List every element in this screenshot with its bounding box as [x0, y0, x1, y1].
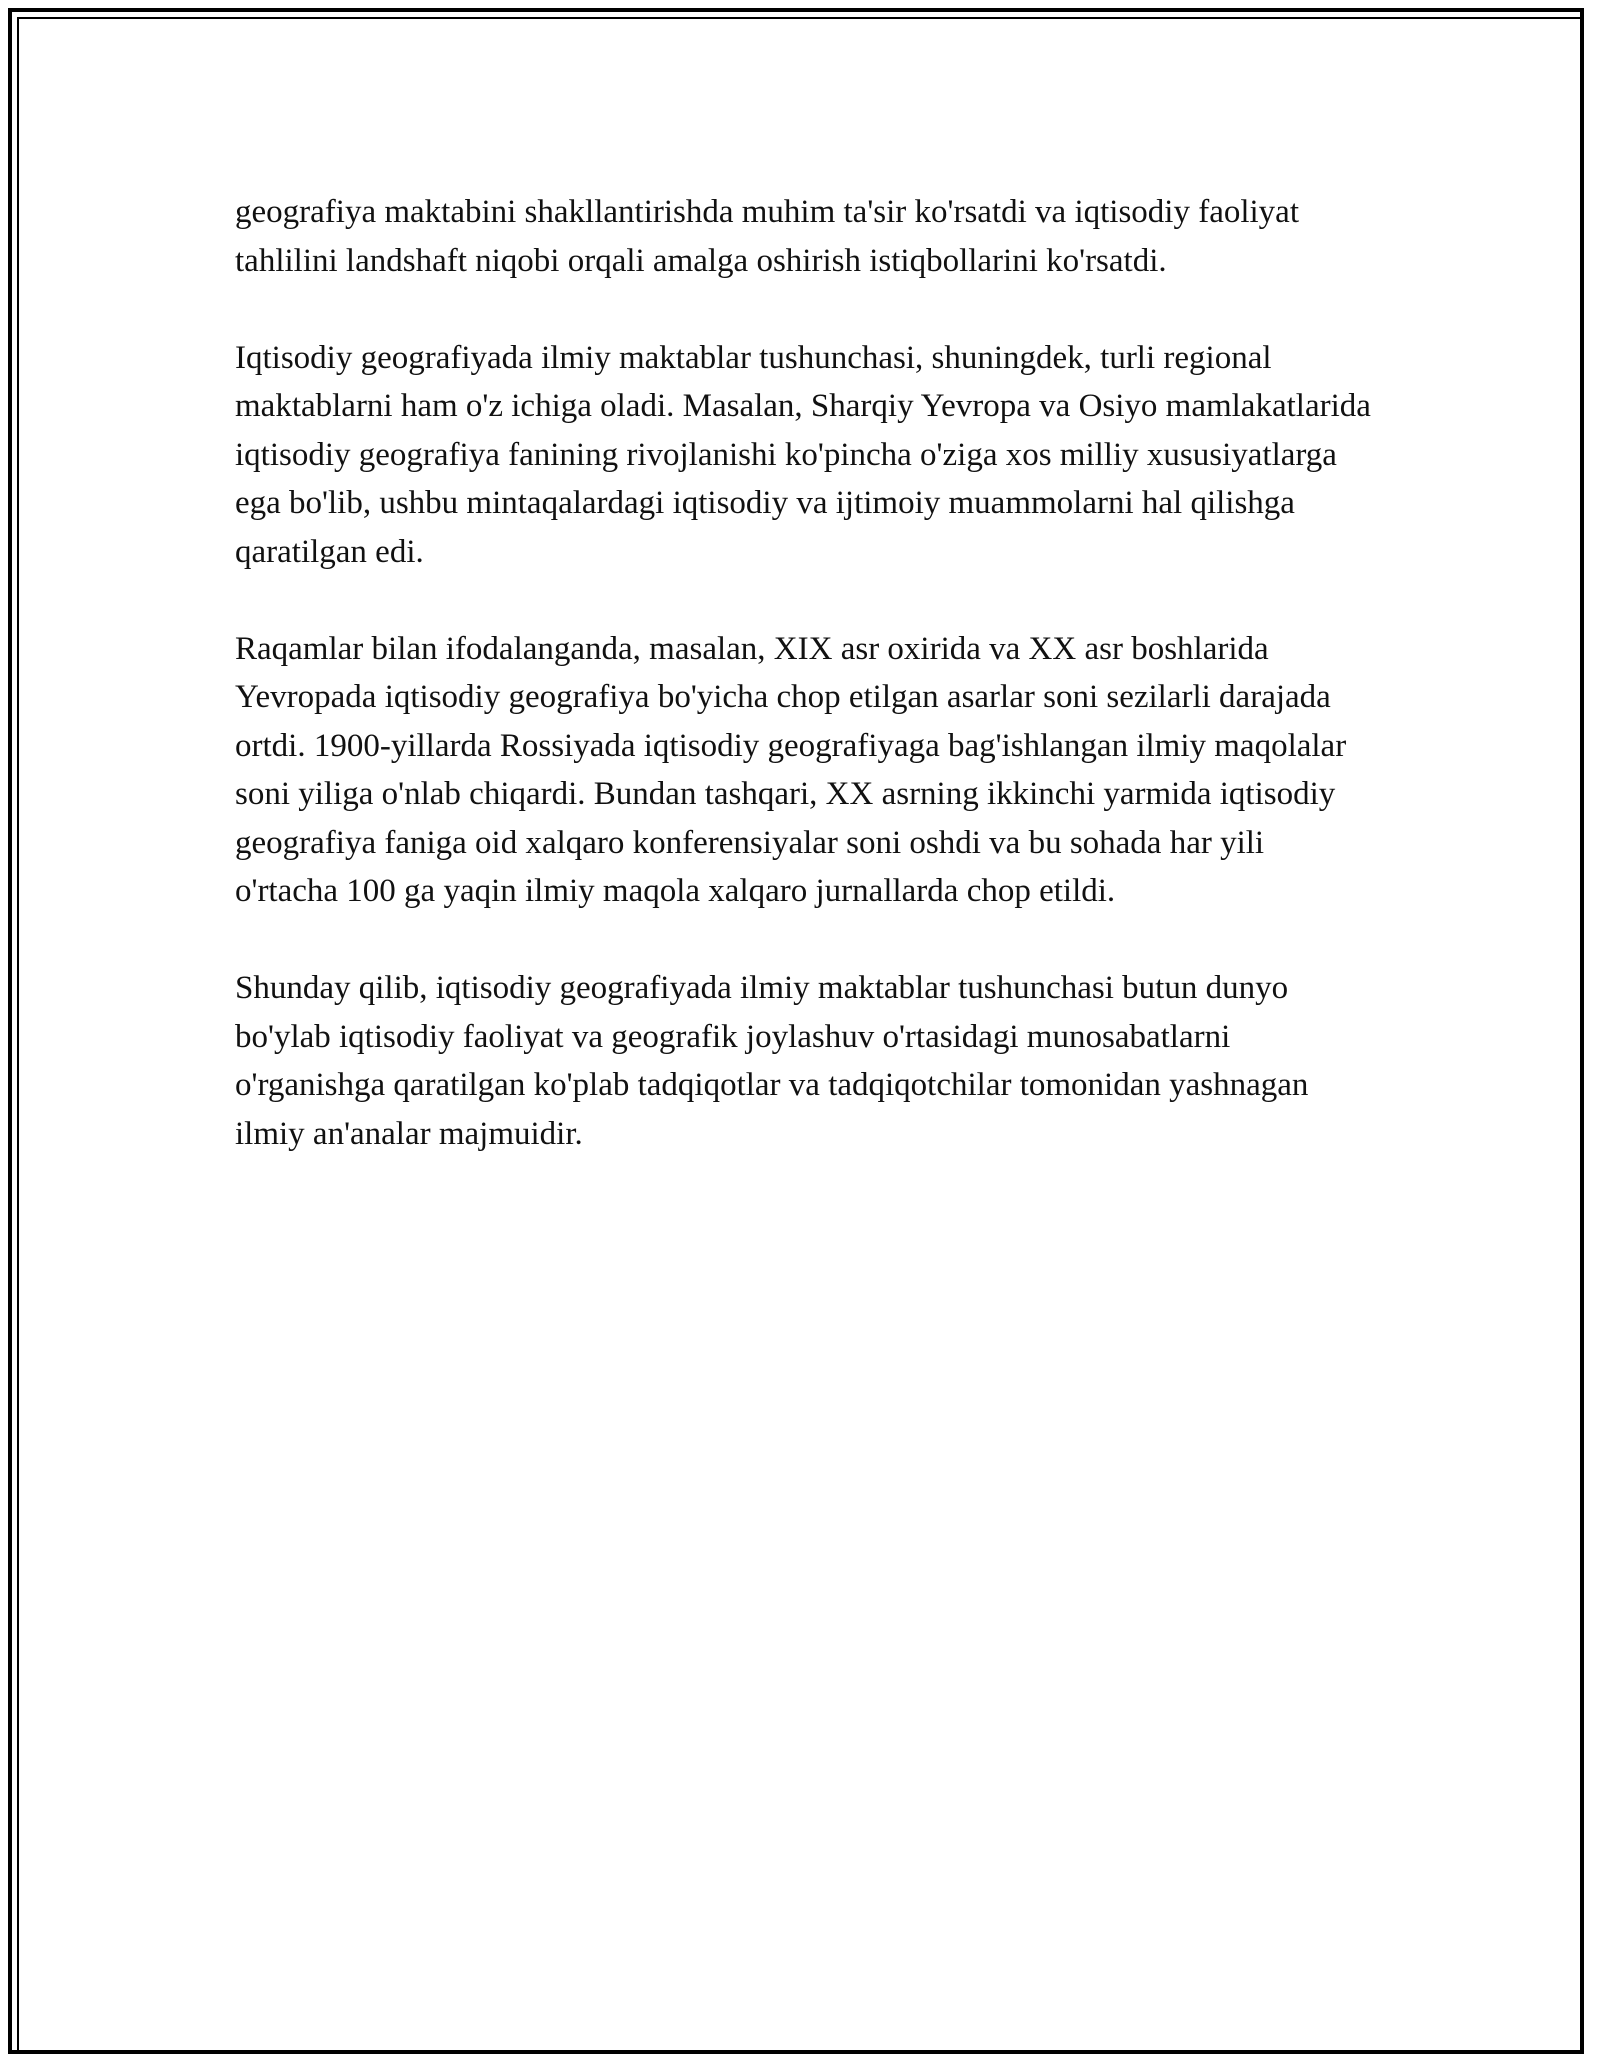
paragraph-4: Shunday qilib, iqtisodiy geografiyada ilmiy maktablar tushunchasi butun dunyo bo'ylab iqtisodiy faoliyat va geografik joylashuv o'rtasidagi munosabatlarni o'rganishga qaratilgan ko'plab tadqiqotlar va tadqiqotchilar tomonidan yashnagan ilmiy an'analar majmuidir.: [235, 970, 1309, 1152]
paragraph-3: Raqamlar bilan ifodalanganda, masalan, XIX asr oxirida va XX asr boshlarida Yevropada iqtisodiy geografiya bo'yicha chop etilgan asarlar soni sezilarli darajada ortdi. 1900-yillarda Rossiyada iqtisodiy geografiyaga bag'ishlangan ilmiy maqolalar soni yiliga o'nlab chiqardi. Bundan tashqari, XX asrning ikkinchi yarmida iqtisodiy geografiya faniga oid xalqaro konferensiyalar soni oshdi va bu sohada har yili o'rtacha 100 ga yaqin ilmiy maqola xalqaro jurnallarda chop etildi.: [235, 630, 1347, 909]
paragraph-2: Iqtisodiy geografiyada ilmiy maktablar tushunchasi, shuningdek, turli regional maktablarni ham o'z ichiga oladi. Masalan, Sharqiy Yevropa va Osiyo mamlakatlarida iqtisodiy geografiya fanining rivojlanishi ko'pincha o'ziga xos milliy xususiyatlarga ega bo'lib, ushbu mintaqalardagi iqtisodiy va ijtimoiy muammolarni hal qilishga qaratilgan edi.: [235, 339, 1371, 570]
document-body: [235, 188, 1375, 1207]
paragraph-1: geografiya maktabini shakllantirishda muhim ta'sir ko'rsatdi va iqtisodiy faoliyat tahlilini landshaft niqobi orqali amalga oshirish istiqbollarini ko'rsatdi.: [235, 194, 1299, 279]
